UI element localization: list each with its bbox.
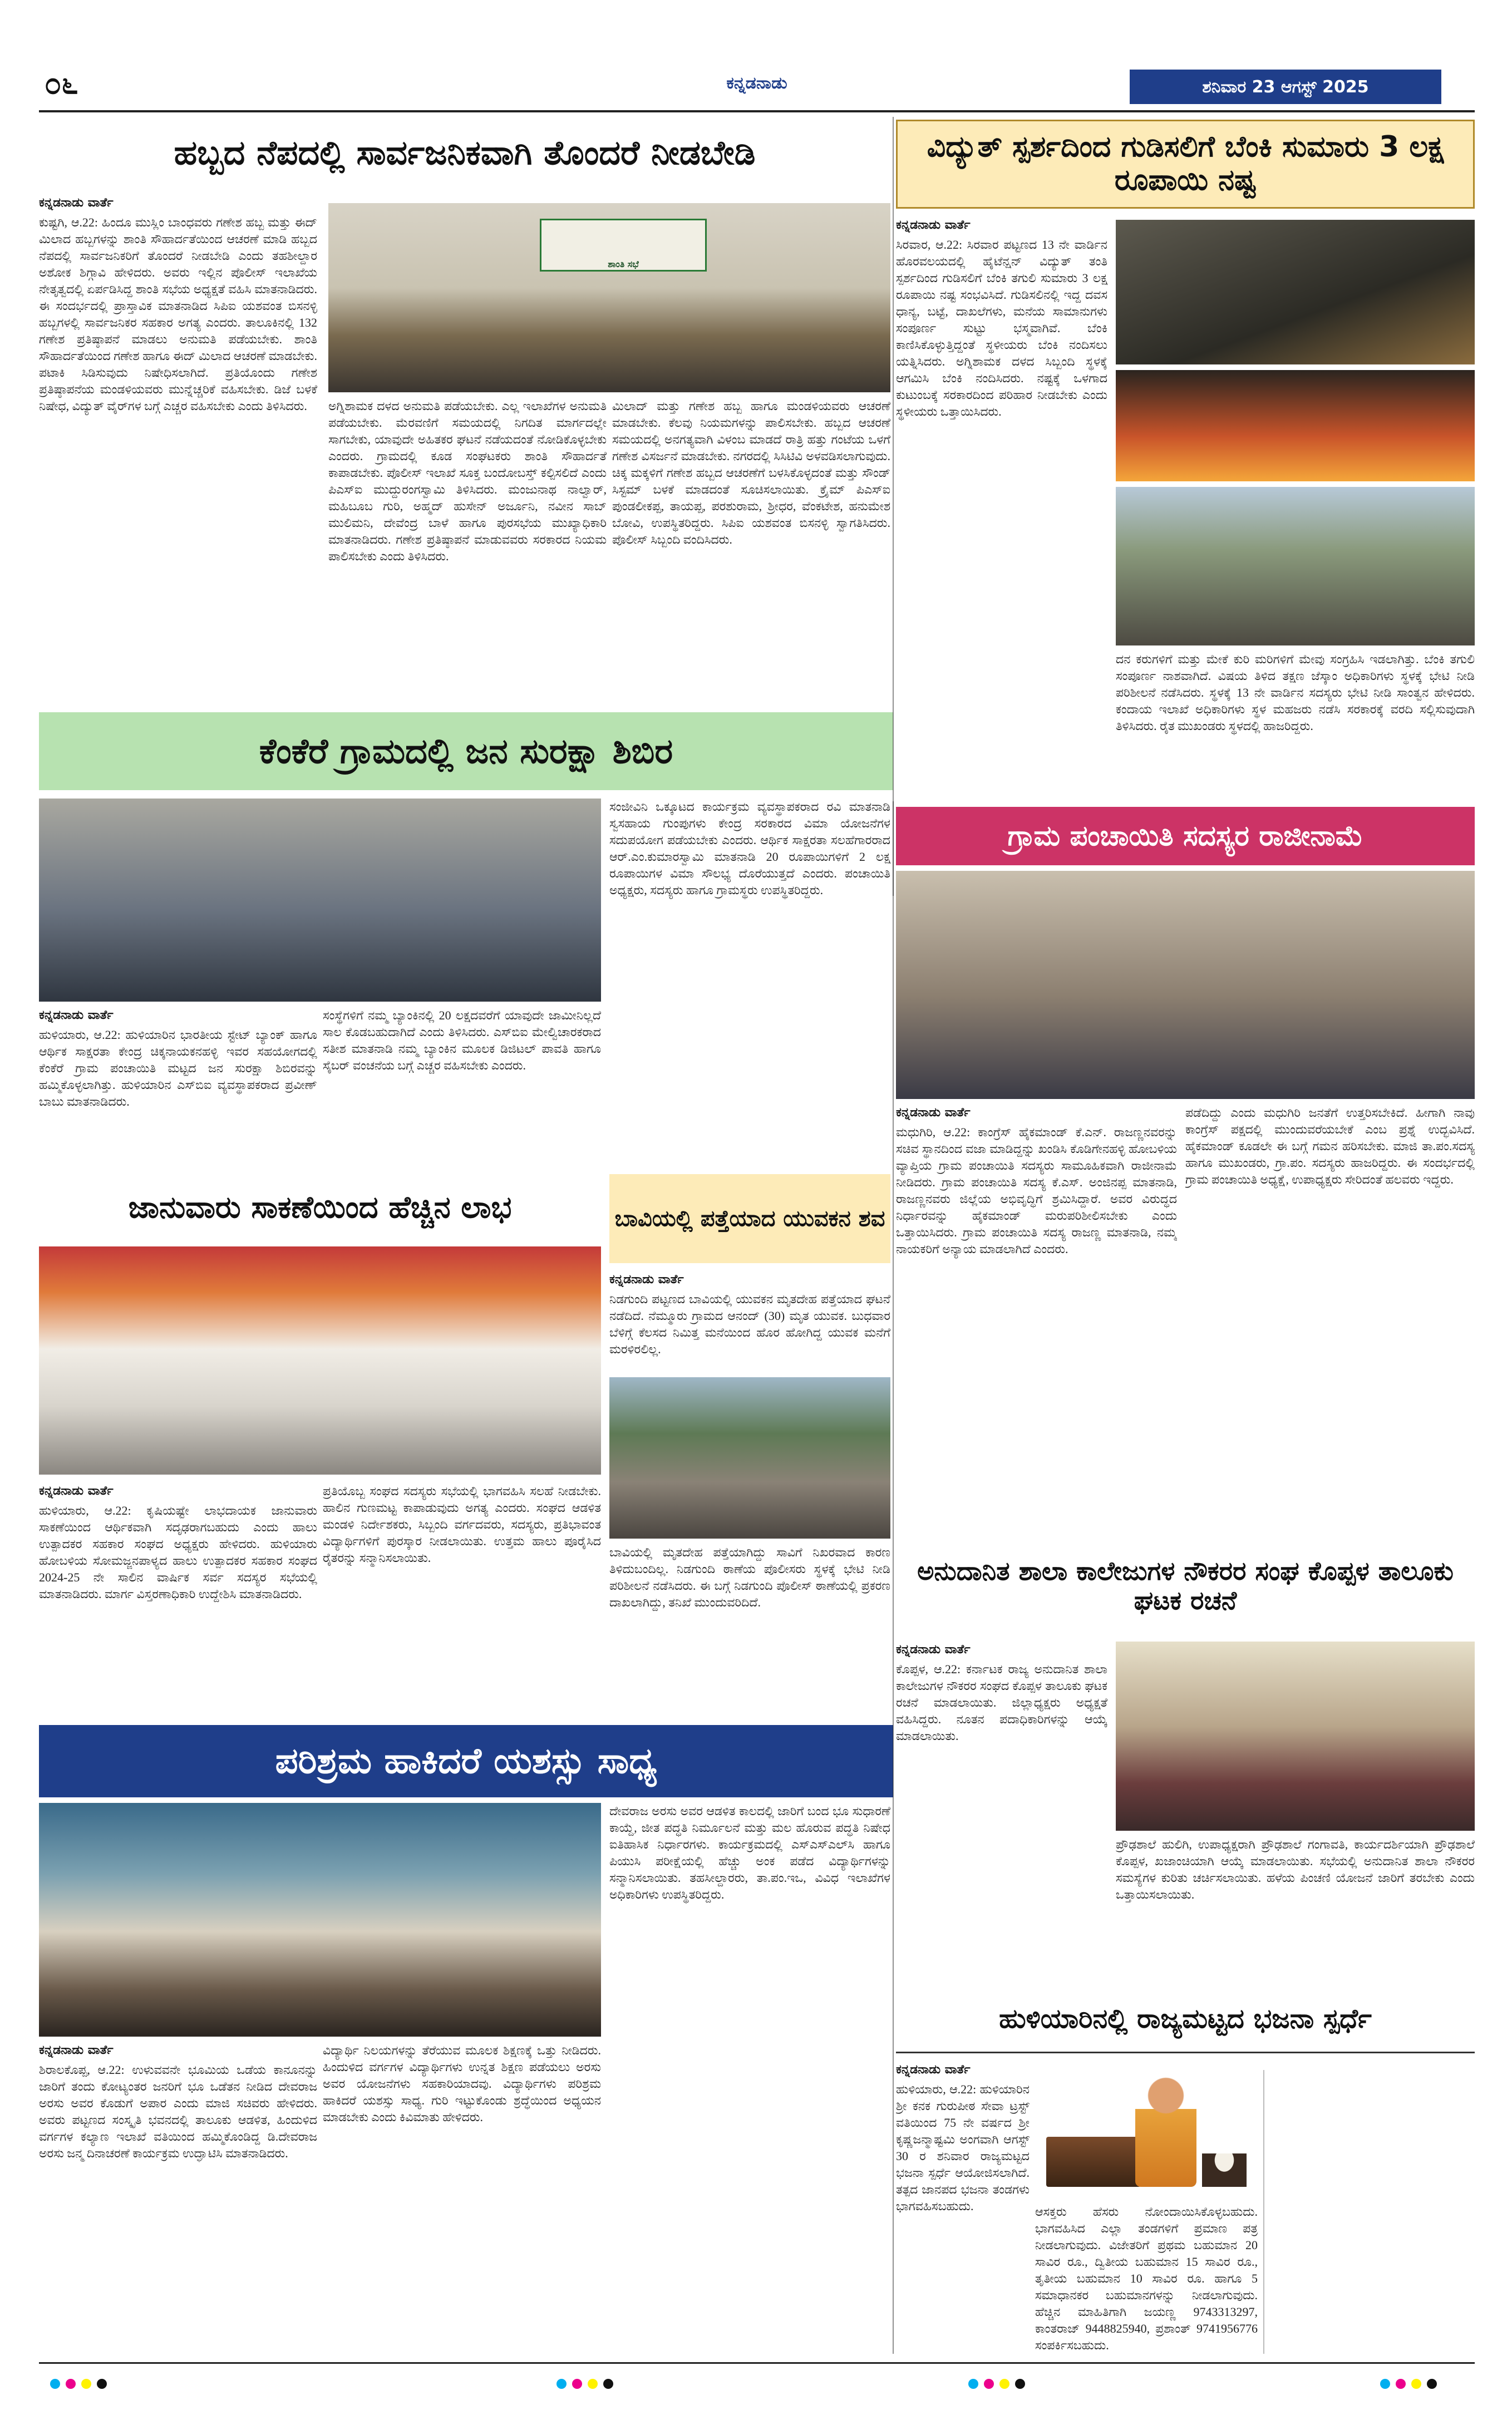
well-col-2: ಬಾವಿಯಲ್ಲಿ ಮೃತದೇಹ ಪತ್ತೆಯಾಗಿದ್ದು ಸಾವಿಗೆ ನಿಖರವಾದ ಕಾರಣ ತಿಳಿದುಬಂದಿಲ್ಲ. ನಿಡಗುಂದಿ ಠಾಣೆಯ ಪೊಲೀಸರು ಸ್ಥಳಕ್ಕೆ ಭೇಟಿ ನೀಡಿ ಪರಿಶೀಲನೆ ನಡೆಸಿದರು. ಈ ಬಗ್ಗೆ ನಿಡಗುಂದಿ ಪೊಲೀಸ್ ಠಾಣೆಯಲ್ಲಿ ಪ್ರಕರಣ ದಾಖಲಾಗಿದ್ದು, ತನಿಖೆ ಮುಂದುವರಿದಿದೆ. <box>609 1545 890 1609</box>
bhajana-col-1: ಹುಳಿಯಾರು, ಆ.22: ಹುಳಿಯಾರಿನ ಶ್ರೀ ಕನಕ ಗುರುಪೀಠ ಸೇವಾ ಟ್ರಸ್ಟ್ ವತಿಯಿಂದ 75 ನೇ ವರ್ಷದ ಶ್ರೀ ಕೃಷ್ಣಜನ್ಮಾಷ್ಟಮಿ ಅಂಗವಾಗಿ ಆಗಸ್ಟ್ 30 ರ ಶನಿವಾರ ರಾಜ್ಯಮಟ್ಟದ ಭಜನಾ ಸ್ಪರ್ಧೆ ಆಯೋಜಿಸಲಾಗಿದೆ. ತತ್ಪದ ಜಾನಪದ ಭಜನಾ ತಂಡಗಳು ಭಾಗವಹಿಸಬಹುದು. <box>896 2082 1030 2213</box>
well-headline: ಬಾವಿಯಲ್ಲಿ ಪತ್ತೆಯಾದ ಯುವಕನ ಶವ <box>609 1174 890 1263</box>
resign-col-1: ಮಧುಗಿರಿ, ಆ.22: ಕಾಂಗ್ರೆಸ್ ಹೈಕಮಾಂಡ್ ಕೆ.ಎನ್. ರಾಜಣ್ಣನವರನ್ನು ಸಚಿವ ಸ್ಥಾನದಿಂದ ವಜಾ ಮಾಡಿದ್ದನ್ನು ಖಂಡಿಸಿ ಕೊಡಿಗೇನಹಳ್ಳಿ ಹೋಬಳಿಯ ವ್ಯಾಪ್ತಿಯ ಗ್ರಾಮ ಪಂಚಾಯಿತಿ ಸದಸ್ಯರು ಸಾಮೂಹಿಕವಾಗಿ ರಾಜೀನಾಮೆ ನೀಡಿದರು. ಗ್ರಾಮ ಪಂಚಾಯಿತಿ ಸದಸ್ಯ ಕೆ.ಎಸ್. ಅಂಜಿನಪ್ಪ ಮಾತನಾಡಿ, ರಾಜಣ್ಣನವರು ಜಿಲ್ಲೆಯ ಅಭಿವೃದ್ಧಿಗೆ ಶ್ರಮಿಸಿದ್ದಾರೆ. ಅವರ ವಿರುದ್ಧದ ನಿರ್ಧಾರವನ್ನು ಹೈಕಮಾಂಡ್ ಮರುಪರಿಶೀಲಿಸಬೇಕು ಎಂದು ಒತ್ತಾಯಿಸಿದರು. ಗ್ರಾಮ ಪಂಚಾಯಿತಿ ಸದಸ್ಯ ರಾಜಣ್ಣ ಮಾತನಾಡಿ, ನಮ್ಮ ನಾಯಕರಿಗೆ ಅನ್ಯಾಯ ಮಾಡಲಾಗಿದೆ ಎಂದರು. <box>896 1125 1177 1256</box>
fire-headline: ವಿದ್ಯುತ್ ಸ್ಪರ್ಶದಿಂದ ಗುಡಿಸಲಿಗೆ ಬೆಂಕಿ ಸುಮಾರು 3 ಲಕ್ಷ ರೂಪಾಯಿ ನಷ್ಟ <box>896 120 1475 209</box>
cattle-photo <box>39 1246 601 1475</box>
fire-photo-top <box>1116 220 1475 364</box>
effort-col-1: ಶಿರಾಲಕೊಪ್ಪ, ಆ.22: ಉಳುವವನೇ ಭೂಮಿಯ ಒಡೆಯ ಕಾನೂನನ್ನು ಜಾರಿಗೆ ತಂದು ಕೋಟ್ಯಂತರ ಜನರಿಗೆ ಭೂ ಒಡೆತನ ನೀಡಿದ ದೇವರಾಜ ಅರಸು ಅವರ ಕೊಡುಗೆ ಅಪಾರ ಎಂದು ಮಾಜಿ ಸಚಿವರು ಹೇಳಿದರು. ಅವರು ಪಟ್ಟಣದ ಸಂಸ್ಕೃತಿ ಭವನದಲ್ಲಿ ತಾಲೂಕು ಆಡಳಿತ, ಹಿಂದುಳಿದ ವರ್ಗಗಳ ಕಲ್ಯಾಣ ಇಲಾಖೆ ವತಿಯಿಂದ ಹಮ್ಮಿಕೊಂಡಿದ್ದ ಡಿ.ದೇವರಾಜ ಅರಸು ಜನ್ಮ ದಿನಾಚರಣೆ ಕಾರ್ಯಕ್ರಮ ಉದ್ಘಾಟಿಸಿ ಮಾತನಾಡಿದರು. <box>39 2063 317 2160</box>
bhajana-side-column <box>1263 2070 1475 2354</box>
effort-col-2: ವಿದ್ಯಾರ್ಥಿ ನಿಲಯಗಳನ್ನು ತೆರೆಯುವ ಮೂಲಕ ಶಿಕ್ಷಣಕ್ಕೆ ಒತ್ತು ನೀಡಿದರು. ಹಿಂದುಳಿದ ವರ್ಗಗಳ ವಿದ್ಯಾರ್ಥಿಗಳು ಉನ್ನತ ಶಿಕ್ಷಣ ಪಡೆಯಲು ಅರಸು ಅವರ ಯೋಜನೆಗಳು ಸಹಕಾರಿಯಾದವು. ವಿದ್ಯಾರ್ಥಿಗಳು ಪರಿಶ್ರಮ ಹಾಕಿದರೆ ಯಶಸ್ಸು ಸಾಧ್ಯ. ಗುರಿ ಇಟ್ಟುಕೊಂಡು ಶ್ರದ್ಧೆಯಿಂದ ಅಧ್ಯಯನ ಮಾಡಬೇಕು ಎಂದು ಕಿವಿಮಾತು ಹೇಳಿದರು. <box>323 2043 601 2124</box>
effort-headline: ಪರಿಶ್ರಮ ಹಾಕಿದರೆ ಯಶಸ್ಸು ಸಾಧ್ಯ <box>39 1725 893 1797</box>
bhajana-headline: ಹುಳಿಯಾರಿನಲ್ಲಿ ರಾಜ್ಯಮಟ್ಟದ ಭಜನಾ ಸ್ಪರ್ಧೆ <box>896 1987 1475 2053</box>
union-col-2: ಪ್ರೌಢಶಾಲೆ ಹುಲಿಗಿ, ಉಪಾಧ್ಯಕ್ಷರಾಗಿ ಪ್ರೌಢಶಾಲೆ ಗಂಗಾವತಿ, ಕಾರ್ಯದರ್ಶಿಯಾಗಿ ಪ್ರೌಢಶಾಲೆ ಕೊಪ್ಪಳ, ಖಜಾಂಚಿಯಾಗಿ ಆಯ್ಕೆ ಮಾಡಲಾಯಿತು. ಸಭೆಯಲ್ಲಿ ಅನುದಾನಿತ ಶಾಲಾ ನೌಕರರ ಸಮಸ್ಯೆಗಳ ಕುರಿತು ಚರ್ಚಿಸಲಾಯಿತು. ಹಳೆಯ ಪಿಂಚಣಿ ಯೋಜನೆ ಜಾರಿಗೆ ತರಬೇಕು ಎಂದು ಒತ್ತಾಯಿಸಲಾಯಿತು. <box>1116 1837 1475 1901</box>
cmyk-marks-center-left <box>556 2379 613 2389</box>
bhajana-col-2: ಆಸಕ್ತರು ಹೆಸರು ನೋಂದಾಯಿಸಿಕೊಳ್ಳಬಹುದು. ಭಾಗವಹಿಸಿದ ಎಲ್ಲಾ ತಂಡಗಳಿಗೆ ಪ್ರಮಾಣ ಪತ್ರ ನೀಡಲಾಗುವುದು. ವಿಜೇತರಿಗೆ ಪ್ರಥಮ ಬಹುಮಾನ 20 ಸಾವಿರ ರೂ., ದ್ವಿತೀಯ ಬಹುಮಾನ 15 ಸಾವಿರ ರೂ., ತೃತೀಯ ಬಹುಮಾನ 10 ಸಾವಿರ ರೂ. ಹಾಗೂ 5 ಸಮಾಧಾನಕರ ಬಹುಮಾನಗಳನ್ನು ನೀಡಲಾಗುವುದು. ಹೆಚ್ಚಿನ ಮಾಹಿತಿಗಾಗಿ ಜಯಣ್ಣ 9743313297, ಕಾಂತರಾಜ್ 9448825940, ಪ್ರಶಾಂತ್ 9741956776 ಸಂಪರ್ಕಿಸಬಹುದು. <box>1035 2205 1258 2352</box>
festival-banner-caption: ಶಾಂತಿ ಸಭೆ <box>608 259 639 269</box>
cmyk-marks-right <box>1380 2379 1437 2389</box>
column-divider-bottom <box>893 801 894 2354</box>
resign-headline: ಗ್ರಾಮ ಪಂಚಾಯಿತಿ ಸದಸ್ಯರ ರಾಜೀನಾಮೆ <box>896 807 1475 865</box>
harmonium-icon <box>1046 2137 1141 2187</box>
fire-photo-middle <box>1116 370 1475 481</box>
masthead-rule <box>39 110 1475 112</box>
column-divider-top <box>893 117 894 896</box>
camp-col-2: ಸಂಸ್ಥೆಗಳಿಗೆ ನಮ್ಮ ಬ್ಯಾಂಕಿನಲ್ಲಿ 20 ಲಕ್ಷದವರೆಗೆ ಯಾವುದೇ ಜಾಮೀನಿಲ್ಲದೆ ಸಾಲ ಕೊಡಬಹುದಾಗಿದೆ ಎಂದು ತಿಳಿಸಿದರು. ಎಸ್‌ಬಿಐ ಮೇಲ್ವಿಚಾರಕರಾದ ಸತೀಶ ಮಾತನಾಡಿ ನಮ್ಮ ಬ್ಯಾಂಕಿನ ಮೂಲಕ ಡಿಜಿಟಲ್ ಪಾವತಿ ಹಾಗೂ ಸೈಬರ್ ವಂಚನೆಯ ಬಗ್ಗೆ ಎಚ್ಚರ ವಹಿಸಬೇಕು ಎಂದರು. <box>323 1008 601 1072</box>
tabla-icon <box>1202 2153 1247 2187</box>
cattle-dateline: ಕನ್ನಡನಾಡು ವಾರ್ತೆ <box>39 1484 114 1498</box>
effort-dateline: ಕನ್ನಡನಾಡು ವಾರ್ತೆ <box>39 2043 114 2057</box>
camp-dateline: ಕನ್ನಡನಾಡು ವಾರ್ತೆ <box>39 1008 114 1022</box>
issue-date: ಶನಿವಾರ 23 ಆಗಸ್ಟ್ 2025 <box>1130 70 1441 104</box>
union-col-1: ಕೊಪ್ಪಳ, ಆ.22: ಕರ್ನಾಟಕ ರಾಜ್ಯ ಅನುದಾನಿತ ಶಾಲಾ ಕಾಲೇಜುಗಳ ನೌಕರರ ಸಂಘದ ಕೊಪ್ಪಳ ತಾಲೂಕು ಘಟಕ ರಚನೆ ಮಾಡಲಾಯಿತು. ಜಿಲ್ಲಾಧ್ಯಕ್ಷರು ಅಧ್ಯಕ್ಷತೆ ವಹಿಸಿದ್ದರು. ನೂತನ ಪದಾಧಿಕಾರಿಗಳನ್ನು ಆಯ್ಕೆ ಮಾಡಲಾಯಿತು. <box>896 1662 1107 1743</box>
camp-headline: ಕೆಂಕೆರೆ ಗ್ರಾಮದಲ್ಲಿ ಜನ ಸುರಕ್ಷಾ ಶಿಬಿರ <box>39 712 893 790</box>
well-col-1: ನಿಡಗುಂದಿ ಪಟ್ಟಣದ ಬಾವಿಯಲ್ಲಿ ಯುವಕನ ಮೃತದೇಹ ಪತ್ತೆಯಾದ ಘಟನೆ ನಡೆದಿದೆ. ನೆಮ್ಮೂರು ಗ್ರಾಮದ ಆನಂದ್ (30) ಮೃತ ಯುವಕ. ಬುಧವಾರ ಬೆಳಿಗ್ಗೆ ಕೆಲಸದ ನಿಮಿತ್ತ ಮನೆಯಿಂದ ಹೊರ ಹೋಗಿದ್ದ ಯುವಕ ಮನೆಗೆ ಮರಳಿರಲಿಲ್ಲ. <box>609 1292 890 1356</box>
footer-rule <box>39 2362 1475 2364</box>
union-dateline: ಕನ್ನಡನಾಡು ವಾರ್ತೆ <box>896 1643 971 1657</box>
bhajana-dateline: ಕನ್ನಡನಾಡು ವಾರ್ತೆ <box>896 2063 971 2077</box>
well-photo <box>609 1377 890 1539</box>
fire-col-1: ಸಿರವಾರ, ಆ.22: ಸಿರವಾರ ಪಟ್ಟಣದ 13 ನೇ ವಾರ್ಡಿನ ಹೊರವಲಯದಲ್ಲಿ ಹೈಟೆನ್ಷನ್ ವಿದ್ಯುತ್ ತಂತಿ ಸ್ಪರ್ಶದಿಂದ ಗುಡಿಸಲಿಗೆ ಬೆಂಕಿ ತಗುಲಿ ಸುಮಾರು 3 ಲಕ್ಷ ರೂಪಾಯಿ ನಷ್ಟ ಸಂಭವಿಸಿದೆ. ಗುಡಿಸಲಿನಲ್ಲಿ ಇದ್ದ ದವಸ ಧಾನ್ಯ, ಬಟ್ಟೆ, ದಾಖಲೆಗಳು, ಮನೆಯ ಸಾಮಾನುಗಳು ಸಂಪೂರ್ಣ ಸುಟ್ಟು ಭಸ್ಮವಾಗಿವೆ. ಬೆಂಕಿ ಕಾಣಿಸಿಕೊಳ್ಳುತ್ತಿದ್ದಂತೆ ಸ್ಥಳೀಯರು ಬೆಂಕಿ ನಂದಿಸಲು ಯತ್ನಿಸಿದರು. ಅಗ್ನಿಶಾಮಕ ದಳದ ಸಿಬ್ಬಂದಿ ಸ್ಥಳಕ್ಕೆ ಆಗಮಿಸಿ ಬೆಂಕಿ ನಂದಿಸಿದರು. ನಷ್ಟಕ್ಕೆ ಒಳಗಾದ ಕುಟುಂಬಕ್ಕೆ ಸರಕಾರದಿಂದ ಪರಿಹಾರ ನೀಡಬೇಕು ಎಂದು ಸ್ಥಳೀಯರು ಒತ್ತಾಯಿಸಿದರು. <box>896 238 1107 418</box>
fire-col-2: ದನ ಕರುಗಳಿಗೆ ಮತ್ತು ಮೇಕೆ ಕುರಿ ಮರಿಗಳಿಗೆ ಮೇವು ಸಂಗ್ರಹಿಸಿ ಇಡಲಾಗಿತ್ತು. ಬೆಂಕಿ ತಗುಲಿ ಸಂಪೂರ್ಣ ನಾಶವಾಗಿದೆ. ವಿಷಯ ತಿಳಿದ ತಕ್ಷಣ ಜೆಸ್ಕಾಂ ಅಧಿಕಾರಿಗಳು ಸ್ಥಳಕ್ಕೆ ಭೇಟಿ ನೀಡಿ ಪರಿಶೀಲನೆ ನಡೆಸಿದರು. ಸ್ಥಳಕ್ಕೆ 13 ನೇ ವಾರ್ಡಿನ ಸದಸ್ಯರು ಭೇಟಿ ನೀಡಿ ಸಾಂತ್ವನ ಹೇಳಿದರು. ಕಂದಾಯ ಇಲಾಖೆ ಅಧಿಕಾರಿಗಳು ಸ್ಥಳ ಮಹಜರು ನಡೆಸಿ ಸರಕಾರಕ್ಕೆ ವರದಿ ಸಲ್ಲಿಸುವುದಾಗಿ ತಿಳಿಸಿದರು. ರೈತ ಮುಖಂಡರು ಸ್ಥಳದಲ್ಲಿ ಹಾಜರಿದ್ದರು. <box>1116 652 1475 733</box>
resign-photo <box>896 871 1475 1099</box>
cattle-col-2: ಪ್ರತಿಯೊಬ್ಬ ಸಂಘದ ಸದಸ್ಯರು ಸಭೆಯಲ್ಲಿ ಭಾಗವಹಿಸಿ ಸಲಹೆ ನೀಡಬೇಕು. ಹಾಲಿನ ಗುಣಮಟ್ಟ ಕಾಪಾಡುವುದು ಅಗತ್ಯ ಎಂದರು. ಸಂಘದ ಆಡಳಿತ ಮಂಡಳಿ ನಿರ್ದೇಶಕರು, ಸಿಬ್ಬಂದಿ ವರ್ಗದವರು, ಸದಸ್ಯರು, ಪ್ರತಿಭಾವಂತ ವಿದ್ಯಾರ್ಥಿಗಳಿಗೆ ಪುರಸ್ಕಾರ ನೀಡಲಾಯಿತು. ಉತ್ತಮ ಹಾಲು ಪೂರೈಸಿದ ರೈತರನ್ನು ಸನ್ಮಾನಿಸಲಾಯಿತು. <box>323 1484 601 1565</box>
well-dateline: ಕನ್ನಡನಾಡು ವಾರ್ತೆ <box>609 1273 684 1287</box>
union-photo <box>1116 1642 1475 1831</box>
festival-col-3: ಮಿಲಾದ್ ಮತ್ತು ಗಣೇಶ ಹಬ್ಬ ಹಾಗೂ ಮಂಡಳಿಯವರು ಆಚರಣೆ ಮಾಡಬೇಕು. ಕೆಲವು ನಿಯಮಗಳನ್ನು ಪಾಲಿಸಬೇಕು. ಹಬ್ಬದ ಆಚರಣೆ ಸಮಯದಲ್ಲಿ ಅನಗತ್ಯವಾಗಿ ವಿಳಂಬ ಮಾಡದೆ ರಾತ್ರಿ ಹತ್ತು ಗಂಟೆಯ ಒಳಗೆ ಗಣೇಶ ವಿಸರ್ಜನೆ ಮಾಡಬೇಕು. ನಗರದಲ್ಲಿ ಸಿಸಿಟಿವಿ ಅಳವಡಿಸಲಾಗುವುದು. ಚಿಕ್ಕ ಮಕ್ಕಳಿಗೆ ಗಣೇಶ ಹಬ್ಬದ ಆಚರಣೆಗೆ ಬಳಸಿಕೊಳ್ಳದಂತೆ ಮತ್ತು ಸೌಂಡ್ ಸಿಸ್ಟಮ್ ಬಳಕೆ ಮಾಡದಂತೆ ಸೂಚಿಸಲಾಯಿತು. ಕ್ರೈಮ್ ಪಿಎಸ್ಐ ಪುಂಡಲೀಕಪ್ಪ, ತಾಯಪ್ಪ, ಪರಶುರಾಮ, ಶ್ರೀಧರ, ವೆಂಕಟೇಶ, ಹನುಮೇಶ ಬೋವಿ, ಉಪಸ್ಥಿತರಿದ್ದರು. ಸಿಪಿಐ ಯಶವಂತ ಬಿಸನಳ್ಳಿ ಸ್ವಾಗತಿಸಿದರು. ಪೊಲೀಸ್ ಸಿಬ್ಬಂದಿ ವಂದಿಸಿದರು. <box>612 399 890 546</box>
camp-col-1: ಹುಳಿಯಾರು, ಆ.22: ಹುಳಿಯಾರಿನ ಭಾರತೀಯ ಸ್ಟೇಟ್ ಬ್ಯಾಂಕ್ ಹಾಗೂ ಆರ್ಥಿಕ ಸಾಕ್ಷರತಾ ಕೇಂದ್ರ ಚಿಕ್ಕನಾಯಕನಹಳ್ಳಿ ಇವರ ಸಹಯೋಗದಲ್ಲಿ ಕೆಂಕೆರೆ ಗ್ರಾಮ ಪಂಚಾಯಿತಿ ಮಟ್ಟದ ಜನ ಸುರಕ್ಷಾ ಶಿಬಿರವನ್ನು ಹಮ್ಮಿಕೊಳ್ಳಲಾಗಿತ್ತು. ಹುಳಿಯಾರಿನ ಎಸ್‌ಬಿಐ ವ್ಯವಸ್ಥಾಪಕರಾದ ಪ್ರವೀಣ್ ಬಾಬು ಮಾತನಾಡಿದರು. <box>39 1028 317 1108</box>
page-number: ೦೬ <box>45 66 78 101</box>
union-headline: ಅನುದಾನಿತ ಶಾಲಾ ಕಾಲೇಜುಗಳ ನೌಕರರ ಸಂಘ ಕೊಪ್ಪಳ ತಾಲೂಕು ಘಟಕ ರಚನೆ <box>917 1556 1454 1615</box>
festival-col-1: ಕುಷ್ಟಗಿ, ಆ.22: ಹಿಂದೂ ಮುಸ್ಲಿಂ ಬಾಂಧವರು ಗಣೇಶ ಹಬ್ಬ ಮತ್ತು ಈದ್ ಮಿಲಾದ ಹಬ್ಬಗಳನ್ನು ಶಾಂತಿ ಸೌಹಾರ್ದತೆಯಿಂದ ಆಚರಣೆ ಮಾಡಿ ಹಬ್ಬದ ನೆಪದಲ್ಲಿ ಸಾರ್ವಜನಿಕರಿಗೆ ತೊಂದರೆ ನೀಡಬೇಡಿ ಎಂದು ತಹಶೀಲ್ದಾರ ಅಶೋಕ ಶಿಗ್ಗಾವಿ ಹೇಳಿದರು. ಅವರು ಇಲ್ಲಿನ ಪೊಲೀಸ್ ಇಲಾಖೆಯ ನೇತೃತ್ವದಲ್ಲಿ ಏರ್ಪಡಿಸಿದ್ದ ಶಾಂತಿ ಸಭೆಯ ಅಧ್ಯಕ್ಷತೆ ವಹಿಸಿ ಮಾತನಾಡಿದರು. ಈ ಸಂದರ್ಭದಲ್ಲಿ ಪ್ರಾಸ್ತಾವಿಕ ಮಾತನಾಡಿದ ಸಿಪಿಐ ಯಶವಂತ ಬಿಸನಳ್ಳಿ ಹಬ್ಬಗಳಲ್ಲಿ ಸಾರ್ವಜನಿಕರ ಸಹಕಾರ ಅಗತ್ಯ ಎಂದರು. ತಾಲೂಕಿನಲ್ಲಿ 132 ಗಣೇಶ ಪ್ರತಿಷ್ಠಾಪನೆ ಮಾಡಲು ಅನುಮತಿ ಪಡೆಯಬೇಕು. ಶಾಂತಿ ಸೌಹಾರ್ದತೆಯಿಂದ ಗಣೇಶ ಹಾಗೂ ಈದ್ ಮಿಲಾದ ಆಚರಣೆ ಮಾಡಬೇಕು. ಪಟಾಕಿ ಸಿಡಿಸುವುದು ನಿಷೇಧಿಸಲಾಗಿದೆ. ಪ್ರತಿಯೊಂದು ಗಣೇಶ ಪ್ರತಿಷ್ಠಾಪನೆಯ ಮಂಡಳಿಯವರು ಮುನ್ನೆಚ್ಚರಿಕೆ ವಹಿಸಬೇಕು. ಡಿಜೆ ಬಳಕೆ ನಿಷೇಧ, ವಿದ್ಯುತ್ ವೈರ್‌ಗಳ ಬಗ್ಗೆ ಎಚ್ಚರ ವಹಿಸಬೇಕು ಎಂದು ತಿಳಿಸಿದರು. <box>39 215 317 413</box>
festival-headline: ಹಬ್ಬದ ನೆಪದಲ್ಲಿ ಸಾರ್ವಜನಿಕವಾಗಿ ತೊಂದರೆ ನೀಡಬೇಡಿ <box>174 133 756 173</box>
festival-dateline: ಕನ್ನಡನಾಡು ವಾರ್ತೆ <box>39 196 114 210</box>
festival-col-2: ಅಗ್ನಿಶಾಮಕ ದಳದ ಅನುಮತಿ ಪಡೆಯಬೇಕು. ಎಲ್ಲ ಇಲಾಖೆಗಳ ಅನುಮತಿ ಪಡೆಯಬೇಕು. ಮೆರವಣಿಗೆ ಸಮಯದಲ್ಲಿ ನಿಗದಿತ ಮಾರ್ಗದಲ್ಲೇ ಸಾಗಬೇಕು, ಯಾವುದೇ ಅಹಿತಕರ ಘಟನೆ ನಡೆಯದಂತೆ ನೋಡಿಕೊಳ್ಳಬೇಕು ಎಂದರು. ಗ್ರಾಮದಲ್ಲಿ ಕೂಡ ಸಂಘಟಕರು ಶಾಂತಿ ಸೌಹಾರ್ದತೆ ಕಾಪಾಡಬೇಕು. ಪೊಲೀಸ್ ಇಲಾಖೆ ಸೂಕ್ತ ಬಂದೋಬಸ್ತ್ ಕಲ್ಪಿಸಲಿದೆ ಎಂದು ಪಿಎಸ್ಐ ಮುದ್ದುರಂಗಸ್ವಾಮಿ ತಿಳಿಸಿದರು. ಮಂಜುನಾಥ ನಾಲ್ವಾರ್, ಮಹಿಬೂಬ ಗುರಿ, ಅಹ್ಮದ್ ಹುಸೇನ್ ಅರ್ಜೂನಿ, ನವೀನ ಸಾಬ್ ಮುಲಿಮನಿ, ದೇವೆಂದ್ರ ಬಾಳೆ ಹಾಗೂ ಪುರಸಭೆಯ ಮುಖ್ಯಾಧಿಕಾರಿ ಮಾತನಾಡಿದರು. ಗಣೇಶ ಪ್ರತಿಷ್ಠಾಪನೆ ಮಾಡುವವರು ಸರಕಾರದ ನಿಯಮ ಪಾಲಿಸಬೇಕು ಎಂದು ತಿಳಿಸಿದರು. <box>328 399 607 563</box>
camp-photo <box>39 799 601 1002</box>
resign-col-2: ಪಡೆದಿದ್ದು ಎಂದು ಮಧುಗಿರಿ ಜನತೆಗೆ ಉತ್ತರಿಸಬೇಕಿದೆ. ಹೀಗಾಗಿ ನಾವು ಕಾಂಗ್ರೆಸ್ ಪಕ್ಷದಲ್ಲಿ ಮುಂದುವರೆಯಬೇಕೆ ಎಂಬ ಪ್ರಶ್ನೆ ಉದ್ಭವಿಸಿದೆ. ಹೈಕಮಾಂಡ್ ಕೂಡಲೇ ಈ ಬಗ್ಗೆ ಗಮನ ಹರಿಸಬೇಕು. ಮಾಜಿ ತಾ.ಪಂ.ಸದಸ್ಯ ಹಾಗೂ ಮುಖಂಡರು, ಗ್ರಾ.ಪಂ. ಸದಸ್ಯರು ಹಾಜರಿದ್ದರು. ಈ ಸಂದರ್ಭದಲ್ಲಿ ಗ್ರಾಮ ಪಂಚಾಯಿತಿ ಅಧ್ಯಕ್ಷೆ, ಉಪಾಧ್ಯಕ್ಷರು ಸೇರಿದಂತೆ ಹಲವರು ಇದ್ದರು. <box>1185 1106 1475 1186</box>
cattle-headline: ಜಾನುವಾರು ಸಾಕಣೆಯಿಂದ ಹೆಚ್ಚಿನ ಲಾಭ <box>128 1189 512 1225</box>
resign-dateline: ಕನ್ನಡನಾಡು ವಾರ್ತೆ <box>896 1106 971 1120</box>
cmyk-marks-left <box>50 2379 107 2389</box>
effort-col-3: ದೇವರಾಜ ಅರಸು ಅವರ ಆಡಳಿತ ಕಾಲದಲ್ಲಿ ಜಾರಿಗೆ ಬಂದ ಭೂ ಸುಧಾರಣೆ ಕಾಯ್ದೆ, ಜೀತ ಪದ್ಧತಿ ನಿರ್ಮೂಲನೆ ಮತ್ತು ಮಲ ಹೊರುವ ಪದ್ಧತಿ ನಿಷೇಧ ಐತಿಹಾಸಿಕ ನಿರ್ಧಾರಗಳು. ಕಾರ್ಯಕ್ರಮದಲ್ಲಿ ಎಸ್ಎಸ್ಎಲ್‌ಸಿ ಹಾಗೂ ಪಿಯುಸಿ ಪರೀಕ್ಷೆಯಲ್ಲಿ ಹೆಚ್ಚು ಅಂಕ ಪಡೆದ ವಿದ್ಯಾರ್ಥಿಗಳನ್ನು ಸನ್ಮಾನಿಸಲಾಯಿತು. ತಹಸೀಲ್ದಾರರು, ತಾ.ಪಂ.ಇಒ, ವಿವಿಧ ಇಲಾಖೆಗಳ ಅಧಿಕಾರಿಗಳು ಉಪಸ್ಥಿತರಿದ್ದರು. <box>609 1804 890 1901</box>
saint-figure-icon <box>1135 2076 1196 2187</box>
paper-name: ಕನ್ನಡನಾಡು <box>726 73 787 93</box>
fire-photo-bottom <box>1116 487 1475 645</box>
festival-photo <box>328 203 890 392</box>
cattle-col-1: ಹುಳಿಯಾರು, ಆ.22: ಕೃಷಿಯಷ್ಟೇ ಲಾಭದಾಯಕ ಜಾನುವಾರು ಸಾಕಣೆಯಿಂದ ಆರ್ಥಿಕವಾಗಿ ಸದೃಢರಾಗಬಹುದು ಎಂದು ಹಾಲು ಉತ್ಪಾದಕರ ಸಹಕಾರ ಸಂಘದ ಅಧ್ಯಕ್ಷರು ಹೇಳಿದರು. ಹುಳಿಯಾರು ಹೋಬಳಿಯ ಸೋಮಜ್ಜನಪಾಳ್ಯದ ಹಾಲು ಉತ್ಪಾದಕರ ಸಹಕಾರ ಸಂಘದ 2024-25 ನೇ ಸಾಲಿನ ವಾರ್ಷಿಕ ಸರ್ವ ಸದಸ್ಯರ ಸಭೆಯಲ್ಲಿ ಮಾತನಾಡಿದರು. ಮಾರ್ಗ ವಿಸ್ತರಣಾಧಿಕಾರಿ ಉದ್ದೇಶಿಸಿ ಮಾತನಾಡಿದರು. <box>39 1504 317 1601</box>
effort-photo <box>39 1803 601 2037</box>
fire-dateline: ಕನ್ನಡನಾಡು ವಾರ್ತೆ <box>896 218 971 232</box>
bhajana-photo <box>1035 2070 1258 2198</box>
camp-col-3: ಸಂಜೀವಿನಿ ಒಕ್ಕೂಟದ ಕಾರ್ಯಕ್ರಮ ವ್ಯವಸ್ಥಾಪಕರಾದ ರವಿ ಮಾತನಾಡಿ ಸ್ವಸಹಾಯ ಗುಂಪುಗಳು ಕೇಂದ್ರ ಸರಕಾರದ ವಿಮಾ ಯೋಜನೆಗಳ ಸದುಪಯೋಗ ಪಡೆಯಬೇಕು ಎಂದರು. ಆರ್ಥಿಕ ಸಾಕ್ಷರತಾ ಸಲಹೆಗಾರರಾದ ಆರ್.ಎಂ.ಕುಮಾರಸ್ವಾಮಿ ಮಾತನಾಡಿ 20 ರೂಪಾಯಿಗಳಿಗೆ 2 ಲಕ್ಷ ರೂಪಾಯಿಗಳ ವಿಮಾ ಸೌಲಭ್ಯ ದೊರೆಯುತ್ತದೆ ಎಂದರು. ಪಂಚಾಯಿತಿ ಅಧ್ಯಕ್ಷರು, ಸದಸ್ಯರು ಹಾಗೂ ಗ್ರಾಮಸ್ಥರು ಉಪಸ್ಥಿತರಿದ್ದರು. <box>609 800 890 897</box>
cmyk-marks-center-right <box>968 2379 1025 2389</box>
